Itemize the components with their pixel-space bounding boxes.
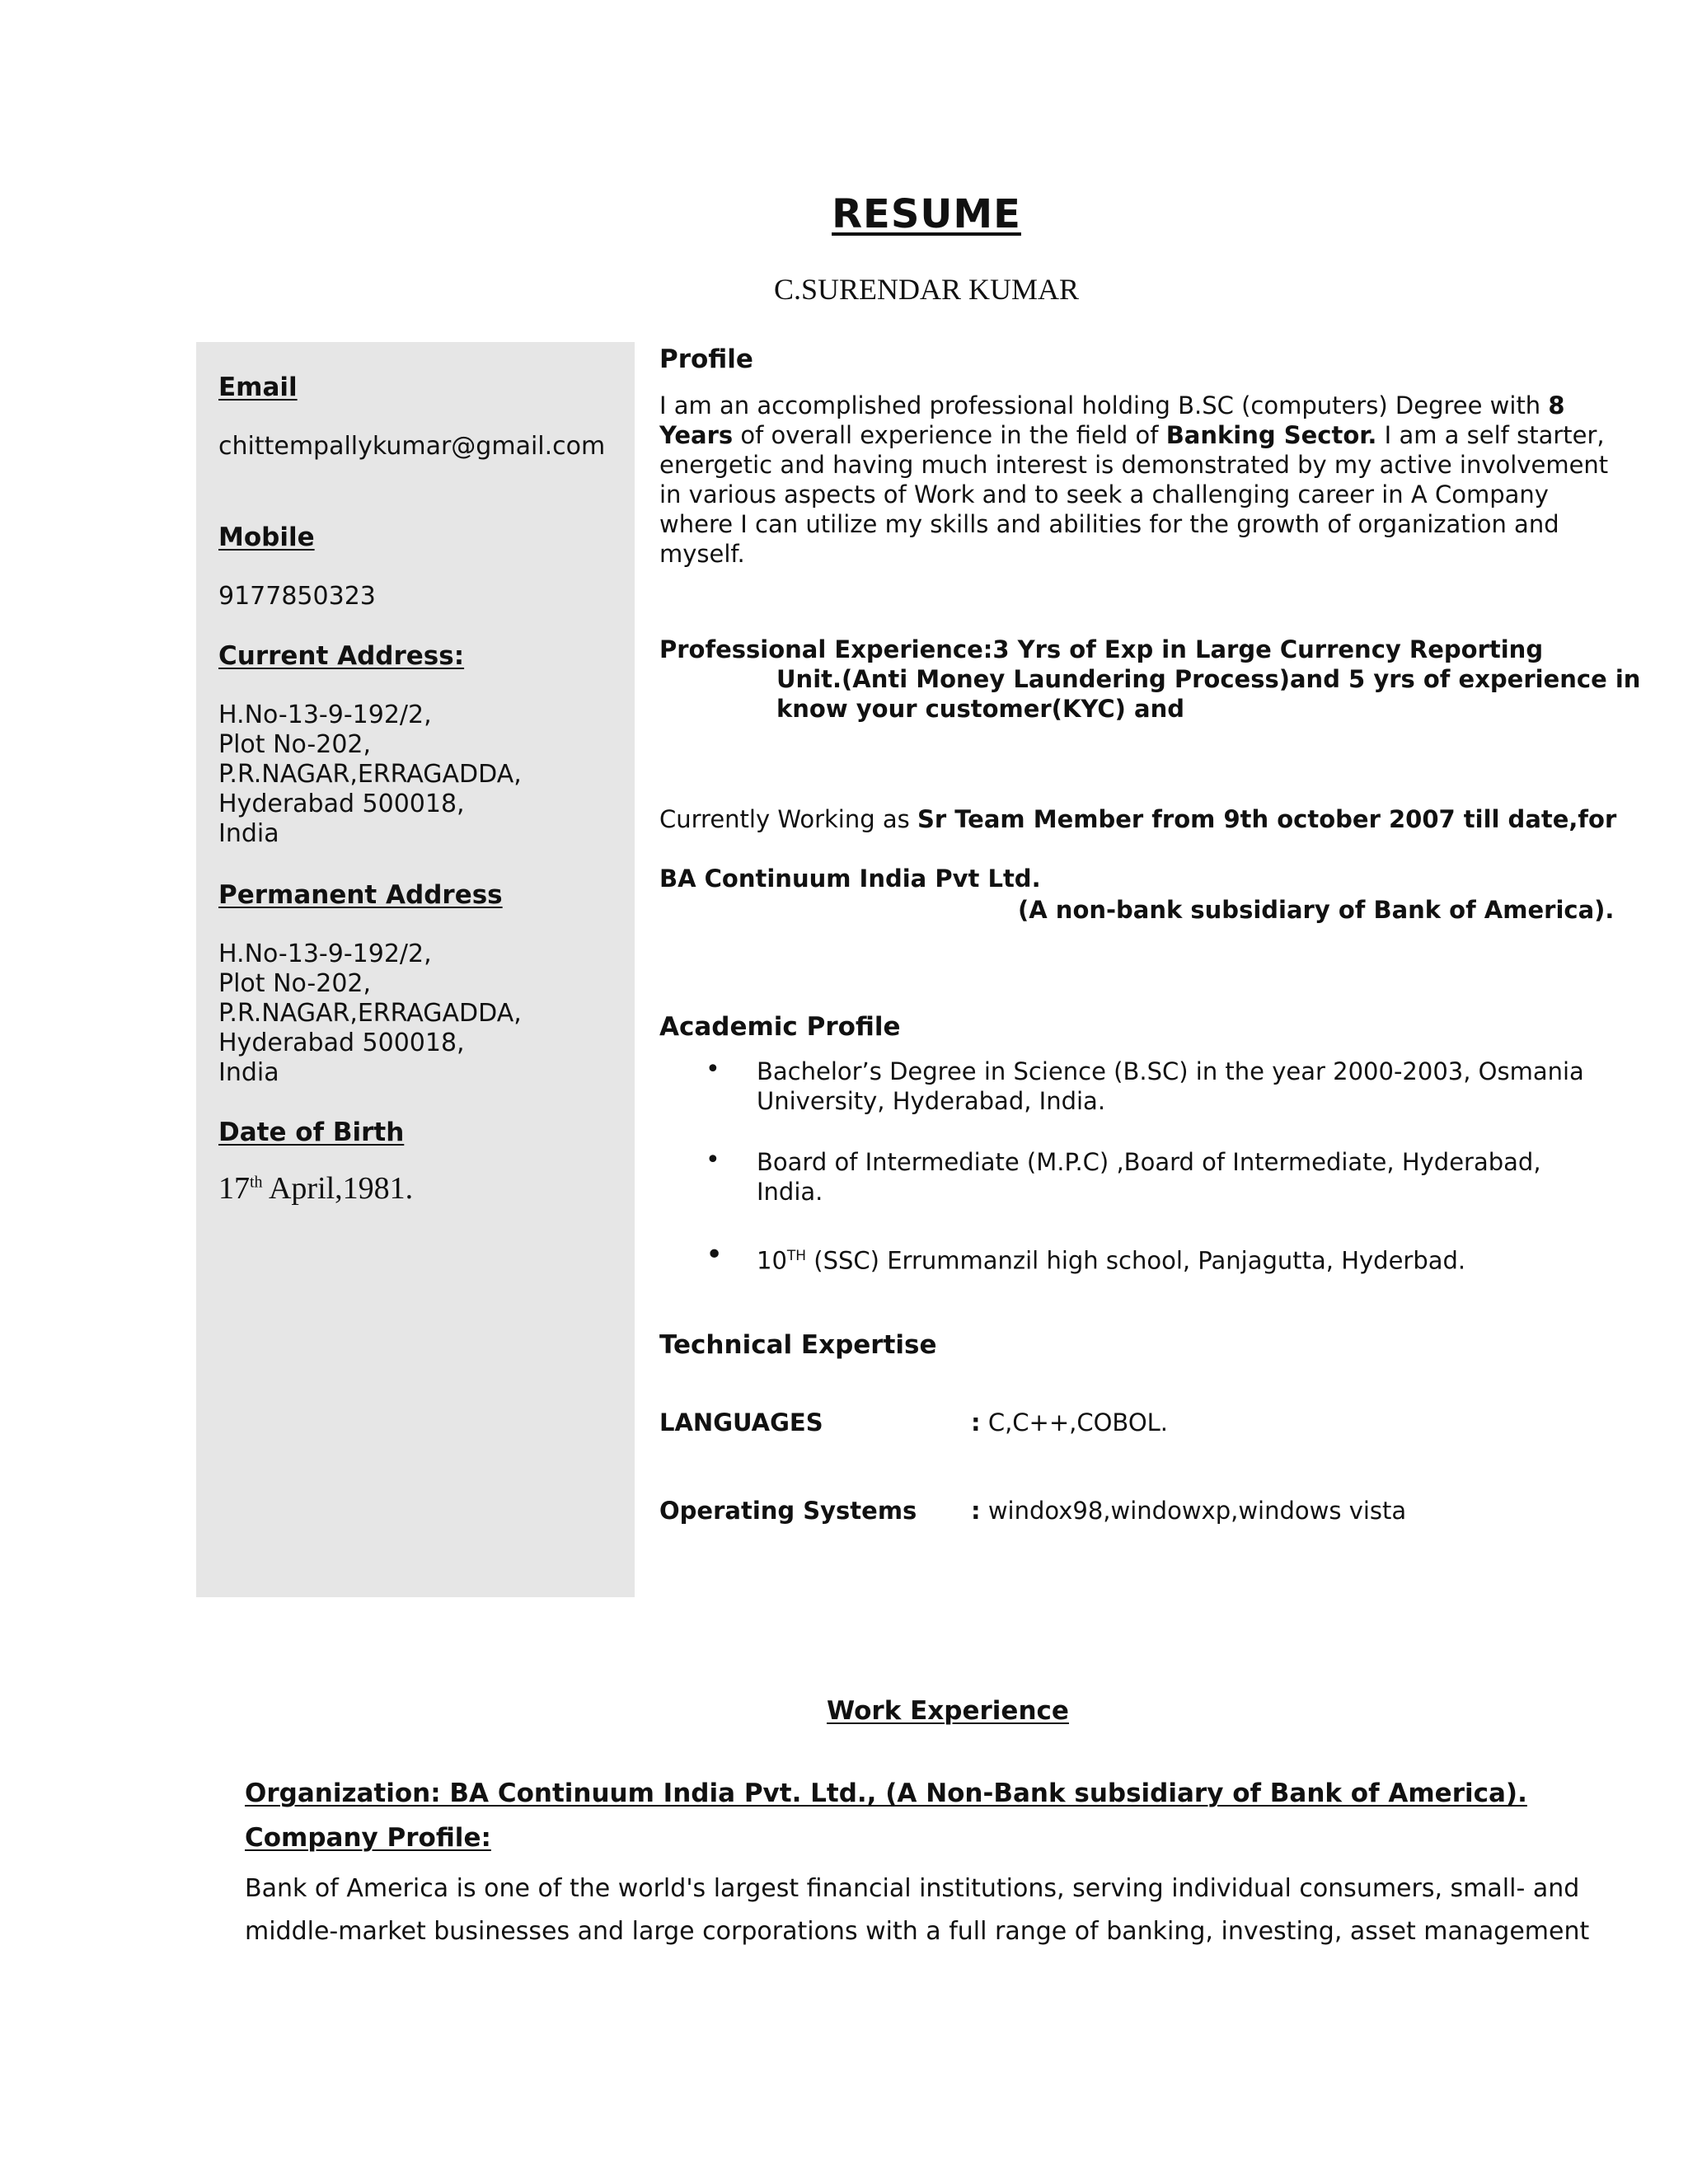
resume-title: RESUME <box>832 191 1021 237</box>
mobile-label: Mobile <box>218 523 315 552</box>
company-subtitle: (A non-bank subsidiary of Bank of America). <box>1018 896 1615 924</box>
address-line: India <box>218 819 279 848</box>
academic-item: Bachelor’s Degree in Science (B.SC) in the year 2000-2003, Osmania University, Hyderabad, India. <box>757 1057 1584 1115</box>
address-line: P.R.NAGAR,ERRAGADDA, <box>218 999 522 1028</box>
email-label: Email <box>218 373 298 402</box>
academic-item: Board of Intermediate (M.P.C) ,Board of Intermediate, Hyderabad, India. <box>757 1148 1541 1206</box>
technical-heading: Technical Expertise <box>659 1330 937 1360</box>
address-line: Hyderabad 500018, <box>218 1029 465 1057</box>
address-line: Plot No-202, <box>218 730 372 759</box>
current-company: BA Continuum India Pvt Ltd. <box>659 865 1041 893</box>
bullet-icon: • <box>706 1238 724 1272</box>
academic-heading: Academic Profile <box>659 1012 901 1042</box>
languages-value: : C,C++,COBOL. <box>971 1408 1169 1436</box>
permanent-address-block <box>218 940 522 1088</box>
os-label: Operating Systems <box>659 1497 917 1525</box>
academic-item: 10TH (SSC) Errummanzil high school, Panjagutta, Hyderbad. <box>757 1246 1466 1275</box>
address-line: Hyderabad 500018, <box>218 790 465 818</box>
work-experience-heading: Work Experience <box>827 1696 1069 1726</box>
current-address-label: Current Address: <box>218 641 465 671</box>
languages-label: LANGUAGES <box>659 1408 823 1436</box>
company-description: Bank of America is one of the world's largest financial institutions, serving individual consumers, small- and middle-market businesses and large corporations with a full range of banking, investing, asset management <box>245 1874 1590 1946</box>
profile-heading: Profile <box>659 344 753 374</box>
bullet-icon: • <box>706 1055 720 1084</box>
dob-label: Date of Birth <box>218 1118 405 1147</box>
address-line: Plot No-202, <box>218 969 372 998</box>
address-line: H.No-13-9-192/2, <box>218 940 432 968</box>
profile-paragraph: I am an accomplished professional holding B.SC (computers) Degree with 8 Years of overall experience in the field of Banking Sector. I am a self starter, energetic and having much interest is demonstrated by my active involvement in various aspects of Work and to seek a challenging career in A Company where I can utilize my skills and abilities for the growth of organization and myself. <box>659 391 1609 568</box>
current-address-block <box>218 701 522 849</box>
mobile-value: 9177850323 <box>218 582 376 611</box>
address-line: India <box>218 1058 279 1087</box>
address-line: P.R.NAGAR,ERRAGADDA, <box>218 760 522 789</box>
current-position: Currently Working as Sr Team Member from 9th october 2007 till date,for <box>659 805 1617 833</box>
email-value: chittempallykumar@gmail.com <box>218 432 606 461</box>
dob-value: 17th April,1981. <box>218 1171 414 1206</box>
address-line: H.No-13-9-192/2, <box>218 701 432 729</box>
candidate-name: C.SURENDAR KUMAR <box>773 273 1080 306</box>
bullet-icon: • <box>706 1146 720 1174</box>
professional-experience: Professional Experience:3 Yrs of Exp in Large Currency Reporting Unit.(Anti Money Laundering Process)and 5 yrs of experience in know your customer(KYC) and <box>659 635 1641 723</box>
permanent-address-label: Permanent Address <box>218 880 503 910</box>
os-value: : windox98,windowxp,windows vista <box>971 1497 1407 1525</box>
company-profile-label: Company Profile: <box>245 1823 491 1853</box>
organization-line: Organization: BA Continuum India Pvt. Ltd., (A Non-Bank subsidiary of Bank of America). <box>245 1779 1527 1808</box>
